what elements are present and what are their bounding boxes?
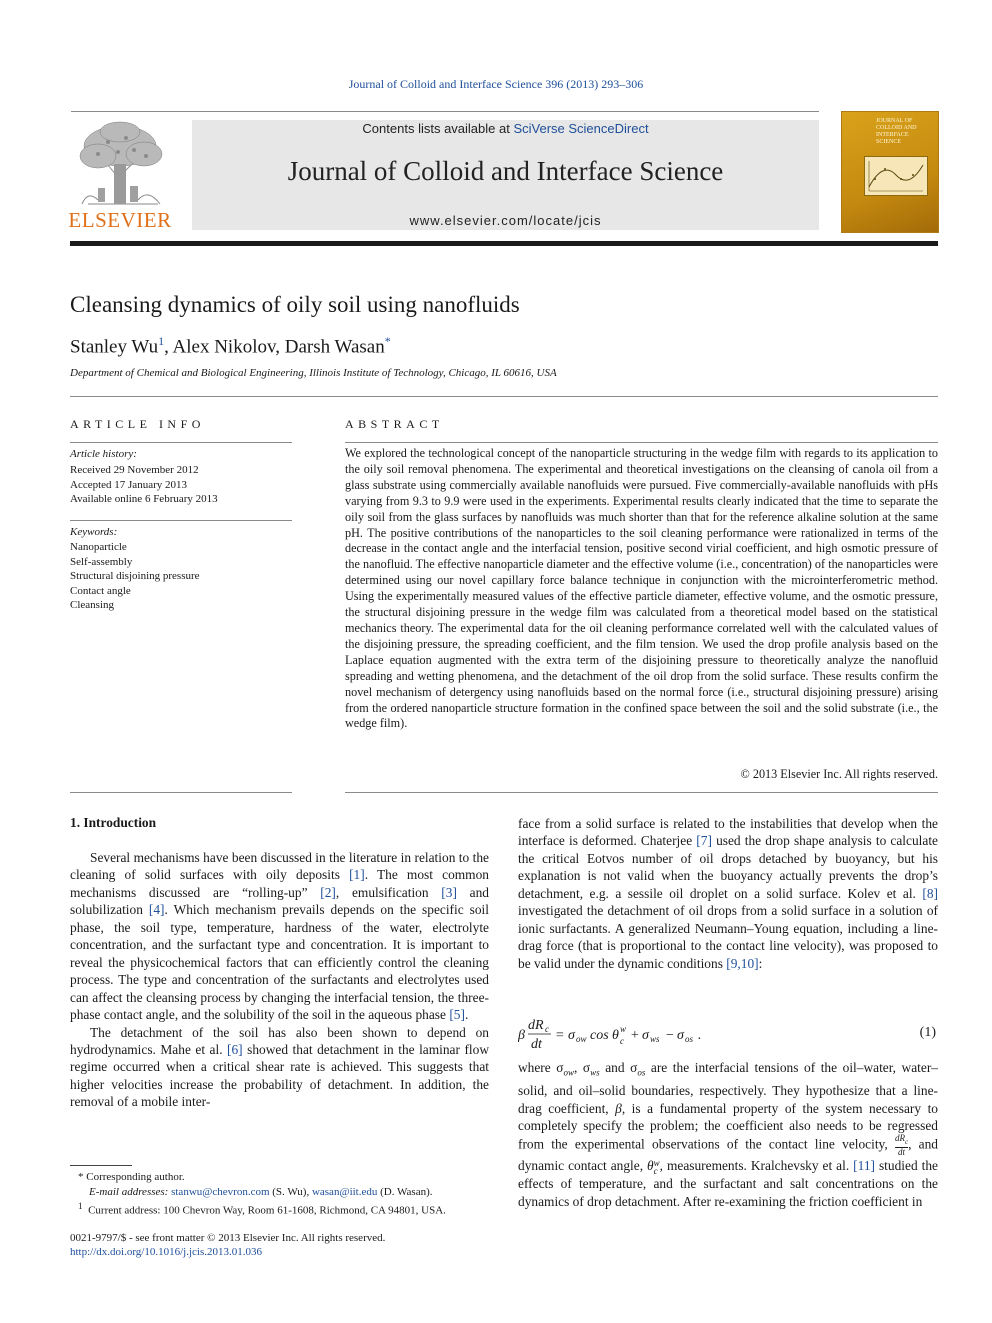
issn-line: 0021-9797/$ - see front matter © 2013 Elsevier Inc. All rights reserved. bbox=[70, 1232, 386, 1244]
abstract-copyright: © 2013 Elsevier Inc. All rights reserved. bbox=[740, 767, 938, 781]
keyword-list bbox=[70, 540, 200, 613]
email-link-wasan[interactable]: wasan@iit.edu bbox=[311, 1185, 378, 1198]
journal-url[interactable]: www.elsevier.com/locate/jcis bbox=[409, 213, 602, 228]
history-online: Available online 6 February 2013 bbox=[70, 493, 218, 505]
article-history-label: Article history: bbox=[70, 448, 137, 460]
svg-text:dt: dt bbox=[531, 1037, 542, 1052]
journal-cover-thumbnail[interactable] bbox=[841, 111, 939, 233]
symbol: β bbox=[615, 1100, 622, 1116]
article-info-rule bbox=[70, 442, 292, 443]
author-name[interactable]: Stanley Wu bbox=[70, 336, 159, 358]
text-run: showed that detachment in the laminar flow regime occurred when a critical shear rate is achieved. This suggests that higher velocities increase the probability of detachment. In addition, the removal of a mobile inter- bbox=[70, 1041, 489, 1110]
subscript: c bbox=[904, 1138, 909, 1147]
svg-text:σ: σ bbox=[642, 1028, 649, 1043]
corresponding-author-mark[interactable]: * bbox=[384, 334, 391, 348]
intro-left-column bbox=[70, 849, 489, 1111]
intro-paragraph-3 bbox=[518, 815, 938, 972]
history-received: Received 29 November 2012 bbox=[70, 464, 199, 476]
equation-formula bbox=[518, 1016, 918, 1052]
fraction-denominator: dt bbox=[898, 1147, 906, 1158]
svg-text:σ: σ bbox=[677, 1028, 684, 1043]
svg-text:β: β bbox=[518, 1028, 525, 1043]
article-info-heading: ARTICLE INFO bbox=[70, 417, 205, 431]
subscript: ws bbox=[590, 1067, 600, 1078]
citation-link[interactable]: [4] bbox=[148, 902, 165, 918]
svg-text:−: − bbox=[665, 1028, 675, 1043]
header-divider bbox=[71, 111, 819, 112]
author-name[interactable]: Darsh Wasan bbox=[284, 336, 385, 358]
subscript: ow bbox=[563, 1067, 575, 1078]
superscript: w bbox=[653, 1158, 660, 1169]
article-title: Cleansing dynamics of oily soil using nanofluids bbox=[70, 292, 520, 317]
svg-text:c: c bbox=[620, 1036, 624, 1046]
email-link-wu[interactable]: stanwu@chevron.com bbox=[171, 1185, 270, 1198]
svg-text:os: os bbox=[685, 1034, 694, 1044]
subscript: os bbox=[637, 1067, 646, 1078]
text-run: , measurements. Kralchevsky et al. bbox=[659, 1158, 854, 1174]
affiliation: Department of Chemical and Biological Engineering, Illinois Institute of Technology, Chicago, IL 60616, USA bbox=[70, 367, 557, 379]
svg-text:=: = bbox=[555, 1028, 565, 1043]
keyword: Nanoparticle bbox=[70, 541, 127, 553]
section-heading-introduction: 1. Introduction bbox=[70, 815, 157, 830]
elsevier-tree-icon bbox=[68, 120, 172, 206]
elsevier-logo[interactable] bbox=[68, 120, 172, 232]
text-run: used the drop shape analysis to calculate the critical Eotvos number of oil drops detached by buoyancy, but his explanation is not valid when the buoyancy actually prevents the drop’s detachment, e.g. a sessile oil droplet on a solid surface. Kolev et al. bbox=[518, 833, 938, 901]
author-footnote-mark[interactable]: 1 bbox=[158, 334, 165, 348]
intro-right-column-bottom bbox=[518, 1059, 938, 1210]
svg-text:dR: dR bbox=[528, 1018, 544, 1033]
contents-prefix: Contents lists available at bbox=[362, 121, 514, 136]
text-run: and solubilization bbox=[70, 884, 489, 918]
text-run: , is a fundamental property of the system necessary to completely specify the problem; the coefficient also needs to be regressed from the experimental observations of the contact line velocity, bbox=[518, 1100, 938, 1152]
keywords-label: Keywords: bbox=[70, 526, 118, 538]
author-list: Stanley Wu$^1$, Alex Nikolov, Darsh Wasan* bbox=[70, 334, 391, 358]
citation-link[interactable]: [8] bbox=[922, 885, 938, 901]
text-run: , and dynamic contact angle, bbox=[518, 1136, 938, 1174]
svg-text:c: c bbox=[545, 1024, 549, 1034]
keywords-rule bbox=[70, 520, 292, 521]
footnote-text: Corresponding author. bbox=[86, 1171, 185, 1183]
journal-reference[interactable]: Journal of Colloid and Interface Science 396 (2013) 293–306 bbox=[348, 77, 644, 91]
text-run: face from a solid surface is related to the instabilities that develop when the interface is deformed. Chaterjee bbox=[518, 816, 938, 849]
svg-text:+: + bbox=[630, 1028, 640, 1043]
journal-name: Journal of Colloid and Interface Science bbox=[287, 156, 724, 186]
doi-link[interactable]: http://dx.doi.org/10.1016/j.jcis.2013.01.036 bbox=[70, 1246, 262, 1258]
footnotes bbox=[70, 1170, 490, 1218]
footnote-rule bbox=[70, 1165, 132, 1166]
current-address-note bbox=[70, 1199, 490, 1218]
text-run: and σ bbox=[599, 1060, 638, 1075]
citation-link[interactable]: [11] bbox=[853, 1158, 875, 1174]
citation-link[interactable]: [7] bbox=[696, 833, 712, 849]
keyword: Contact angle bbox=[70, 584, 131, 597]
text-run: are the interfacial tensions of the oil–water, water–solid, and oil–solid boundaries, respectively. They hypothesize that a line-drag coefficient, bbox=[518, 1060, 938, 1116]
history-accepted: Accepted 17 January 2013 bbox=[70, 478, 187, 491]
svg-text:σ: σ bbox=[568, 1028, 575, 1043]
citation-link[interactable]: [9,10] bbox=[726, 955, 759, 971]
citation-link[interactable]: [5] bbox=[449, 1007, 465, 1023]
journal-banner bbox=[192, 120, 819, 230]
equation-number: (1) bbox=[919, 1025, 936, 1040]
intro-paragraph-1 bbox=[70, 849, 489, 1024]
author-name[interactable]: Alex Nikolov bbox=[172, 336, 276, 358]
svg-text:ws: ws bbox=[650, 1034, 660, 1044]
cover-figure-icon bbox=[864, 156, 928, 196]
citation-link[interactable]: [3] bbox=[441, 884, 457, 900]
inline-fraction bbox=[895, 1134, 908, 1157]
keyword: Self-assembly bbox=[70, 555, 133, 568]
text-run: investigated the detachment of oil drops from a solid surface in a solution of ionic surfactants. A generalized Neumann–Young equation, including a line-drag force (that is proportional to the contact line velocity), was proposed to be valid under the dynamic conditions bbox=[518, 903, 938, 971]
citation-link[interactable]: [6] bbox=[227, 1041, 243, 1057]
fraction-numerator: dR bbox=[894, 1133, 905, 1144]
text-run: studied the effects of temperature, and the surfactant and salt concentrations on the dynamics of drop detachment. After re-examining the friction coefficient in bbox=[518, 1158, 938, 1209]
svg-text:w: w bbox=[620, 1024, 627, 1034]
article-info-end-rule bbox=[70, 792, 292, 793]
text-run: where σ bbox=[518, 1060, 564, 1075]
subscript: c bbox=[653, 1166, 658, 1177]
article-history bbox=[70, 463, 218, 507]
footnote-mark: * bbox=[78, 1171, 84, 1183]
symbol: θ bbox=[647, 1158, 654, 1174]
header-heavy-rule bbox=[70, 241, 938, 246]
front-matter-footer bbox=[70, 1231, 385, 1259]
text-run: The detachment of the soil has also been shown to depend on hydrodynamics. Mahe et al. bbox=[70, 1024, 489, 1057]
citation-link[interactable]: [1] bbox=[349, 867, 365, 883]
abstract-heading: ABSTRACT bbox=[345, 417, 444, 431]
corresponding-author-note bbox=[70, 1170, 490, 1185]
text-run: , σ bbox=[574, 1060, 591, 1075]
text-run: : bbox=[758, 955, 763, 971]
text-run: , emulsification bbox=[335, 884, 442, 900]
email-owner: (S. Wu), bbox=[269, 1185, 312, 1198]
intro-right-column-top bbox=[518, 815, 938, 972]
email-owner: (D. Wasan). bbox=[377, 1185, 433, 1198]
citation-link[interactable]: [2] bbox=[320, 884, 336, 900]
abstract-end-rule bbox=[345, 792, 938, 793]
svg-text:.: . bbox=[698, 1028, 702, 1043]
intro-paragraph-4 bbox=[518, 1059, 938, 1210]
abstract-rule bbox=[345, 442, 938, 443]
section-divider bbox=[70, 396, 938, 397]
text-run: Several mechanisms have been discussed in the literature in relation to the cleaning of solid surfaces with oily deposits bbox=[70, 850, 489, 883]
footnote-text: Current address: 100 Chevron Way, Room 61-1608, Richmond, CA 94801, USA. bbox=[88, 1204, 446, 1217]
intro-paragraph-2 bbox=[70, 1024, 489, 1111]
text-run: . The most common mechanisms discussed are “rolling-up” bbox=[70, 867, 489, 900]
equation-1 bbox=[518, 1016, 938, 1052]
elsevier-wordmark: ELSEVIER bbox=[68, 208, 172, 232]
svg-text:cos: cos bbox=[590, 1028, 609, 1043]
contents-availability bbox=[192, 121, 819, 136]
email-note bbox=[70, 1185, 490, 1200]
abstract-text: We explored the technological concept of the nanoparticle structuring in the wedge film with regards to its application to the oily soil removal phenomena. The experimental and theoretical investigations on the cleansing of canola oil from a glass substrate using commercially available nanofluids were pursued. Five commercially-available nanofluids with pHs varying from 9.3 to 9.9 were used in the experiments. Experimental results clearly indicated that the time to separate the oily soil from the glass surfaces by nanofluids was much shorter than that for the reference alkaline solution at the same pH. The positive contributions of the nanoparticles to the soil cleaning performance were rationalized in terms of the decrease in the contact angle and the interfacial tension, positive second virial coefficient, and high osmotic pressure of the nanofluid. The effective nanoparticle diameter and the effective volume (i.e., concentration) of the nanoparticles were determined using our novel capillary force balance technique in conjunction with the microinterferometric method. Using the experimentally measured values of the effective particle diameter, effective volume, and the osmotic pressure, the structural disjoining pressure in the wedge film was calculated from a theoretical model based on the statistical mechanics theory. The experimental data for the oil cleaning performance correlated well with the calculated values of the disjoining pressure, the spreading coefficient, and the film tension. We used the drop profile analysis based on the Laplace equation augmented with the extra term of the disjoining pressure to theoretically analyze the nanofluid spreading and wetting phenomena, and the detachment of the oil drop from the solid surface. These results confirm the novel mechanism of detergency using nanofluids based on the normal force (i.e., structural disjoining pressure) arising from the ordered nanoparticle structure formation in the confined space between the soil and the solid substrate (i.e., the wedge film). bbox=[345, 446, 938, 731]
svg-text:ow: ow bbox=[576, 1034, 587, 1044]
sciencedirect-link[interactable]: SciVerse ScienceDirect bbox=[513, 121, 649, 136]
footnote-mark: 1 bbox=[78, 1201, 83, 1211]
keyword: Cleansing bbox=[70, 599, 114, 611]
text-run: . bbox=[464, 1007, 469, 1023]
email-label: E-mail addresses: bbox=[89, 1185, 172, 1198]
svg-text:θ: θ bbox=[612, 1028, 619, 1043]
keyword: Structural disjoining pressure bbox=[70, 570, 200, 582]
cover-title: JOURNAL OF COLLOID AND INTERFACE SCIENCE bbox=[876, 118, 917, 145]
text-run: . Which mechanism prevails depends on the specific soil phase, the soil type, temperature, hardness of the water, electrolyte concentration, and the surfactant type and concentration. It is important to reveal the physicochemical factors that can efficiently control the cleaning process. The type and concentration of the surfactants and electrolytes used can affect the cleansing process by changing the interfacial tension, the three-phase contact angle, and the solubility of the soil in the aqueous phase bbox=[70, 902, 489, 1023]
